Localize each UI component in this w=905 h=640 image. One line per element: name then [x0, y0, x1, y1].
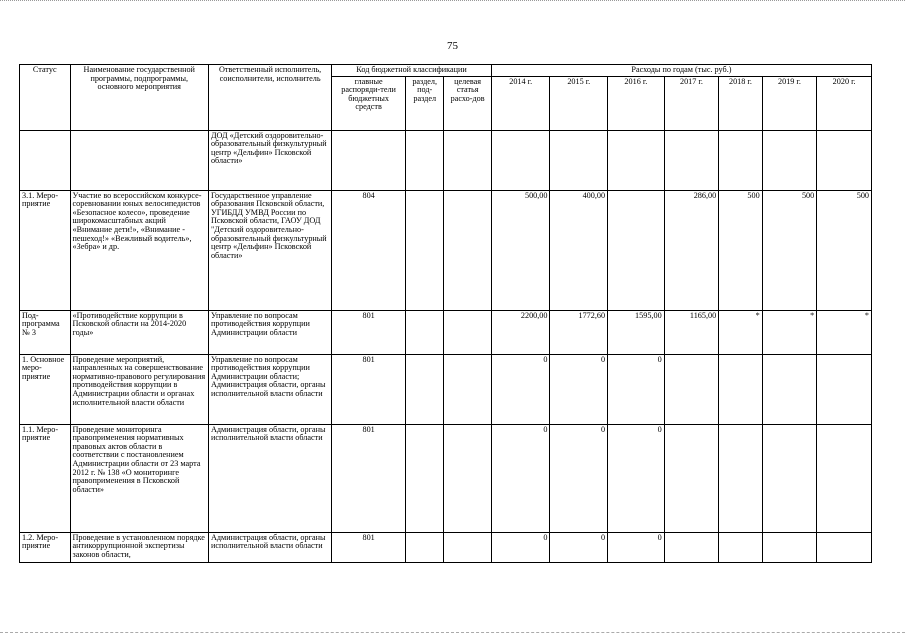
status-cell: Под-программа № 3: [20, 310, 71, 354]
year-value-cell: 0: [491, 424, 550, 532]
status-cell: 1.1. Меро-приятие: [20, 424, 71, 532]
executor-cell: Администрация области, органы исполнительной власти области: [208, 532, 331, 562]
table-row: [20, 354, 872, 424]
header-year-2017: 2017 г.: [664, 76, 719, 130]
expenses-table: [19, 64, 872, 563]
header-executor: Ответственный исполнитель, соисполнители, исполнитель: [208, 65, 331, 131]
status-cell: [20, 130, 71, 190]
year-value-cell: 1595,00: [608, 310, 665, 354]
executor-cell: Управление по вопросам противодействия коррупции Администрации области: [208, 310, 331, 354]
year-value-cell: [664, 354, 719, 424]
year-value-cell: [719, 354, 762, 424]
executor-cell: Управление по вопросам противодействия коррупции Администрации области; Администрация области, органы исполнительной власти области: [208, 354, 331, 424]
article-cell: [444, 130, 491, 190]
year-value-cell: [719, 424, 762, 532]
year-value-cell: [817, 424, 872, 532]
year-value-cell: 1772,60: [550, 310, 608, 354]
year-value-cell: [719, 130, 762, 190]
status-cell: 1. Основное меро-приятие: [20, 354, 71, 424]
year-value-cell: [762, 532, 817, 562]
table-row: [20, 532, 872, 562]
executor-cell: Администрация области, органы исполнительной власти области: [208, 424, 331, 532]
section-cell: [406, 190, 444, 310]
year-value-cell: [608, 190, 665, 310]
grbs-cell: 801: [332, 310, 406, 354]
header-name: Наименование государственной программы, подпрограммы, основного мероприятия: [70, 65, 208, 131]
grbs-cell: 804: [332, 190, 406, 310]
section-cell: [406, 310, 444, 354]
year-value-cell: 0: [550, 354, 608, 424]
header-section: раздел, под-раздел: [406, 76, 444, 130]
header-year-2016: 2016 г.: [608, 76, 665, 130]
year-value-cell: [719, 532, 762, 562]
year-value-cell: 500,00: [491, 190, 550, 310]
year-value-cell: [762, 354, 817, 424]
year-value-cell: 500: [719, 190, 762, 310]
article-cell: [444, 310, 491, 354]
header-status: Статус: [20, 65, 71, 131]
year-value-cell: [762, 424, 817, 532]
header-year-2020: 2020 г.: [817, 76, 872, 130]
executor-cell: ДОД «Детский оздоровительно-образовательный физкультурный центр «Дельфин» Псковской области»: [208, 130, 331, 190]
grbs-cell: 801: [332, 354, 406, 424]
year-value-cell: 0: [491, 532, 550, 562]
header-target-article: целевая статья расхо-дов: [444, 76, 491, 130]
header-year-2014: 2014 г.: [491, 76, 550, 130]
section-cell: [406, 424, 444, 532]
grbs-cell: 801: [332, 532, 406, 562]
year-value-cell: [817, 354, 872, 424]
grbs-cell: [332, 130, 406, 190]
year-value-cell: 2200,00: [491, 310, 550, 354]
article-cell: [444, 190, 491, 310]
name-cell: Проведение в установленном порядке антикоррупционной экспертизы законов области,: [70, 532, 208, 562]
year-value-cell: [664, 532, 719, 562]
table-row: [20, 190, 872, 310]
status-cell: 3.1. Меро-приятие: [20, 190, 71, 310]
year-value-cell: 0: [550, 424, 608, 532]
year-value-cell: 500: [817, 190, 872, 310]
grbs-cell: 801: [332, 424, 406, 532]
year-value-cell: 0: [608, 532, 665, 562]
year-value-cell: 286,00: [664, 190, 719, 310]
scan-edge-top: [0, 0, 905, 3]
header-main-managers: главные распоряди-тели бюджетных средств: [332, 76, 406, 130]
year-value-cell: [817, 532, 872, 562]
article-cell: [444, 354, 491, 424]
year-value-cell: 1165,00: [664, 310, 719, 354]
header-year-2015: 2015 г.: [550, 76, 608, 130]
table-row: [20, 424, 872, 532]
year-value-cell: 400,00: [550, 190, 608, 310]
section-cell: [406, 532, 444, 562]
year-value-cell: [762, 130, 817, 190]
year-value-cell: *: [719, 310, 762, 354]
article-cell: [444, 532, 491, 562]
name-cell: [70, 130, 208, 190]
year-value-cell: [817, 130, 872, 190]
year-value-cell: 0: [608, 424, 665, 532]
year-value-cell: [491, 130, 550, 190]
header-row-1: [20, 65, 872, 77]
section-cell: [406, 130, 444, 190]
executor-cell: Государственное управление образования Псковской области, УГИБДД УМВД России по Псковской области, ГАОУ ДОД "Детский оздоровительно-образовательный физкультурный центр «Дельфин» Псковской области»: [208, 190, 331, 310]
header-budget-code: Код бюджетной классификации: [332, 65, 492, 77]
year-value-cell: [664, 424, 719, 532]
name-cell: Проведение мероприятий, направленных на совершенствование нормативно-правового регулирования противодействия коррупции в Администрации области и органах исполнительной власти области: [70, 354, 208, 424]
header-year-2019: 2019 г.: [762, 76, 817, 130]
header-expenses: Расходы по годам (тыс. руб.): [491, 65, 871, 77]
year-value-cell: 500: [762, 190, 817, 310]
article-cell: [444, 424, 491, 532]
page-number: 75: [447, 40, 458, 52]
table-row: [20, 130, 872, 190]
name-cell: Проведение мониторинга правоприменения нормативных правовых актов области в соответствии с постановлением Администрации области от 23 марта 2012 г. № 138 «О мониторинге правоприменения в Псковской области»: [70, 424, 208, 532]
year-value-cell: [608, 130, 665, 190]
year-value-cell: [664, 130, 719, 190]
scan-edge-bottom: [0, 632, 905, 636]
year-value-cell: *: [762, 310, 817, 354]
table-row: [20, 310, 872, 354]
header-year-2018: 2018 г.: [719, 76, 762, 130]
status-cell: 1.2. Меро-приятие: [20, 532, 71, 562]
section-cell: [406, 354, 444, 424]
name-cell: «Противодействие коррупции в Псковской области на 2014-2020 годы»: [70, 310, 208, 354]
year-value-cell: 0: [491, 354, 550, 424]
year-value-cell: [550, 130, 608, 190]
year-value-cell: *: [817, 310, 872, 354]
year-value-cell: 0: [608, 354, 665, 424]
name-cell: Участие во всероссийском конкурсе-соревновании юных велосипедистов «Безопасное колесо», проведение широкомасштабных акций «Внимание дети!», «Внимание - пешеход!» «Вежливый водитель», «Зебра» и др.: [70, 190, 208, 310]
year-value-cell: 0: [550, 532, 608, 562]
